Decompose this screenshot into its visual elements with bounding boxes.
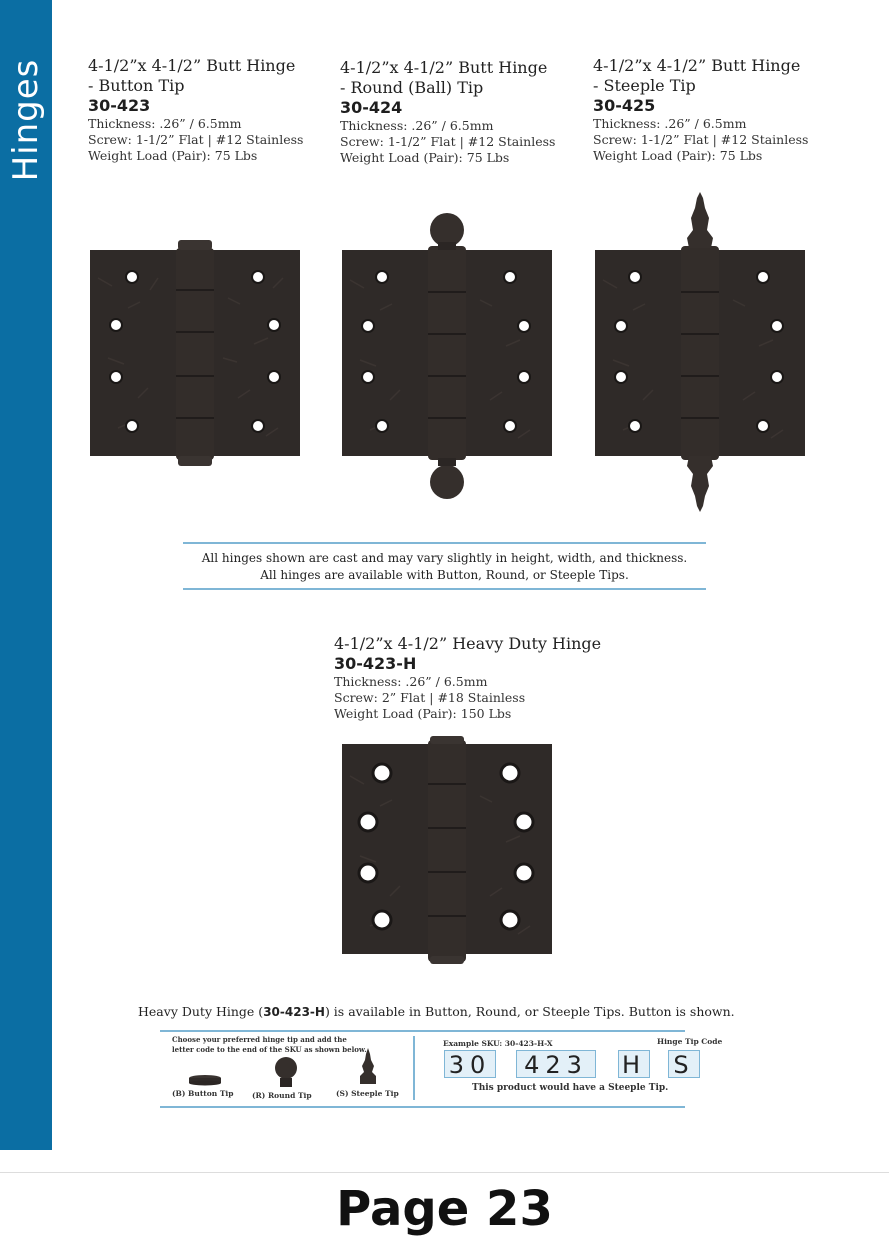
product-thickness: Thickness: .26” / 6.5mm (340, 118, 494, 133)
product-subtitle: - Steeple Tip (593, 76, 696, 95)
product-screw: Screw: 1-1/2” Flat | #12 Stainless (593, 132, 809, 147)
round-tip-hinge-image (340, 210, 554, 502)
sku-part-heavy-duty: H (618, 1050, 650, 1078)
product-title: 4-1/2”x 4-1/2” Heavy Duty Hinge (334, 634, 602, 653)
sku-example-caption: This product would have a Steeple Tip. (472, 1083, 669, 1093)
product-sku: 30-425 (593, 96, 656, 115)
product-title: 4-1/2”x 4-1/2” Butt Hinge (340, 58, 548, 77)
tip-instructions-line2: letter code to the end of the SKU as shown below. (172, 1045, 367, 1054)
steeple-tip-label: (S) Steeple Tip (336, 1089, 399, 1098)
cast-note-line1: All hinges shown are cast and may vary slightly in height, width, and thickness. (201, 551, 688, 565)
steeple-tip-icon (358, 1048, 378, 1086)
product-thickness: Thickness: .26” / 6.5mm (334, 674, 488, 689)
product-title: 4-1/2”x 4-1/2” Butt Hinge (593, 56, 801, 75)
heavy-duty-hinge-image (340, 736, 554, 966)
note-suffix: ) is available in Button, Round, or Steeple Tips. Button is shown. (324, 1004, 735, 1019)
product-screw: Screw: 1-1/2” Flat | #12 Stainless (340, 134, 556, 149)
product-subtitle: - Round (Ball) Tip (340, 78, 484, 97)
tip-selection-guide (160, 1030, 723, 1108)
note-sku: 30-423-H (263, 1005, 325, 1019)
product-30-423 (88, 56, 303, 164)
round-tip-label: (R) Round Tip (252, 1091, 312, 1100)
product-weight: Weight Load (Pair): 75 Lbs (593, 148, 763, 163)
panel-divider (413, 1036, 415, 1100)
product-weight: Weight Load (Pair): 75 Lbs (340, 150, 510, 165)
section-title: Hinges (6, 58, 46, 182)
note-prefix: Heavy Duty Hinge ( (138, 1004, 264, 1019)
steeple-tip-hinge-image (593, 190, 807, 514)
tip-instructions (172, 1035, 372, 1055)
button-tip-label: (B) Button Tip (172, 1089, 234, 1098)
product-subtitle: - Button Tip (88, 76, 185, 95)
product-thickness: Thickness: .26” / 6.5mm (88, 116, 242, 131)
product-thickness: Thickness: .26” / 6.5mm (593, 116, 747, 131)
sidebar (0, 0, 52, 1150)
product-sku: 30-423 (88, 96, 151, 115)
tip-instructions-line1: Choose your preferred hinge tip and add the (172, 1035, 347, 1044)
sku-part-tip-code: S (668, 1050, 700, 1078)
example-sku-label: Example SKU: 30-423-H-X (443, 1039, 553, 1048)
button-tip-icon (188, 1074, 222, 1086)
tip-code-label: Hinge Tip Code (657, 1037, 723, 1046)
product-weight: Weight Load (Pair): 75 Lbs (88, 148, 258, 163)
page-number-footer (0, 1172, 889, 1251)
round-tip-icon (274, 1056, 298, 1088)
cast-variation-note (183, 542, 706, 590)
product-30-424 (340, 58, 555, 166)
sku-part-model: 423 (516, 1050, 596, 1078)
product-30-423-h (334, 634, 601, 722)
cast-note-line2: All hinges are available with Button, Round, or Steeple Tips. (260, 568, 629, 582)
product-sku: 30-424 (340, 98, 403, 117)
product-30-425 (593, 56, 808, 164)
product-screw: Screw: 2” Flat | #18 Stainless (334, 690, 526, 705)
product-screw: Screw: 1-1/2” Flat | #12 Stainless (88, 132, 304, 147)
sku-part-series: 30 (444, 1050, 496, 1078)
product-sku: 30-423-H (334, 654, 417, 673)
heavy-duty-availability-note (138, 1004, 758, 1019)
product-weight: Weight Load (Pair): 150 Lbs (334, 706, 512, 721)
product-title: 4-1/2”x 4-1/2” Butt Hinge (88, 56, 296, 75)
button-tip-hinge-image (88, 238, 302, 468)
page-number: Page 23 (336, 1181, 553, 1237)
